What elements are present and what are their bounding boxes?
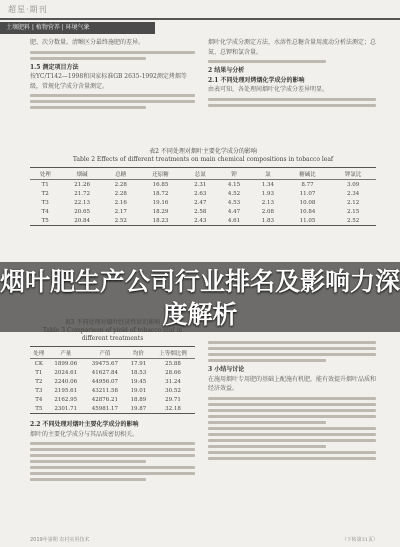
table-cell: 10.08 <box>299 199 316 206</box>
table-cell: 2.31 <box>194 181 207 188</box>
left-column <box>30 38 195 112</box>
text-line <box>208 421 326 424</box>
right-column <box>208 38 376 110</box>
table-cell: 2.28 <box>114 181 127 188</box>
text-line <box>208 359 326 362</box>
table-cell: 18.53 <box>130 369 147 376</box>
text-line <box>208 403 376 406</box>
text-line <box>208 433 376 436</box>
text-line <box>208 457 376 460</box>
text-line <box>208 439 376 442</box>
text-line <box>208 427 376 430</box>
table-cell: 4.61 <box>227 217 241 224</box>
table-cell: 4.15 <box>227 181 241 188</box>
table-header-cell: 上等烟比例 <box>159 350 187 357</box>
table-2 <box>30 148 376 226</box>
table-header-row <box>30 168 376 180</box>
right-text: 由表可知，各处理间烟叶化学成分差异明显。 <box>208 86 329 93</box>
table-cell: 2.17 <box>114 208 127 215</box>
table-cell: 17.91 <box>130 360 147 367</box>
table-header-cell: 钾氯比 <box>344 171 362 178</box>
table-cell: 11.05 <box>299 217 316 224</box>
section-heading: 1.5 测定项目方法 <box>30 63 79 71</box>
text-line <box>208 415 376 418</box>
table-cell: T2 <box>35 378 43 385</box>
table-cell: 19.87 <box>130 405 147 412</box>
table-cell: 2.43 <box>194 217 207 224</box>
table-cell: 4.47 <box>227 208 241 215</box>
table-row <box>30 207 376 216</box>
table-cell: 20.65 <box>74 208 91 215</box>
table-row <box>30 395 195 404</box>
table-header-cell: 糖碱比 <box>299 171 316 178</box>
table-cell: 41627.84 <box>91 369 119 376</box>
table-cell: 10.84 <box>299 208 316 215</box>
right-intro: 烟叶化学成分测定方法，水溶性总糖含量用流动分析法测定；总氮、总钾和氯含量。 <box>208 39 377 56</box>
header-rule <box>0 18 400 20</box>
table-header-cell: 均价 <box>132 350 144 357</box>
bottom-right-body: 在施用烟叶专用肥的基础上配施有机肥，能有效提升烟叶品质和经济效益。 <box>208 375 377 392</box>
table-cell: 1.83 <box>261 217 274 224</box>
text-line <box>30 466 195 469</box>
bottom-right-column <box>208 338 376 463</box>
table-cell: 16.85 <box>152 181 169 188</box>
table-cell: 2240.06 <box>54 378 78 385</box>
table-cell: 18.89 <box>130 396 147 403</box>
text-line <box>30 57 146 60</box>
table-cell: 2.13 <box>261 199 274 206</box>
table-cell: 2.28 <box>114 190 127 197</box>
table-cell: 29.71 <box>165 396 181 403</box>
table-cell: 2195.61 <box>54 387 78 394</box>
text-line <box>30 472 195 475</box>
table-cell: 2.52 <box>347 217 360 224</box>
text-line <box>208 451 376 454</box>
text-line <box>208 353 376 356</box>
table-cell: 18.72 <box>152 190 169 197</box>
table-row <box>30 404 195 414</box>
overlay-title: 烟叶肥生产公司行业排名及影响力深度解析 <box>0 267 400 329</box>
table-cell: 11.07 <box>299 190 316 197</box>
table-cell: 2.34 <box>347 190 360 197</box>
table-2-title: 表2 不同处理对烟叶主要化学成分的影响 <box>149 148 257 155</box>
text-line <box>208 98 376 101</box>
table-cell: 4.53 <box>227 199 241 206</box>
table-row <box>30 368 195 377</box>
table-cell: 18.23 <box>152 217 169 224</box>
text-line <box>30 460 146 463</box>
table-cell: 44956.07 <box>91 378 119 385</box>
table-cell: 19.01 <box>130 387 147 394</box>
table-header-cell: 产值 <box>99 350 111 357</box>
table-cell: T1 <box>41 181 49 188</box>
text-line <box>30 94 195 97</box>
table-cell: 2.16 <box>114 199 127 206</box>
table-header-cell: 产量 <box>60 350 72 357</box>
table-cell: 19.45 <box>130 378 147 385</box>
table-cell: 2162.95 <box>54 396 78 403</box>
table-row <box>30 359 195 369</box>
table-cell: CK <box>34 360 43 367</box>
table-cell: T5 <box>35 405 43 412</box>
table-cell: 2024.61 <box>54 369 78 376</box>
journal-header: 超星·期刊 <box>8 5 48 14</box>
text-line <box>30 478 146 481</box>
table-row <box>30 377 195 386</box>
table-cell: 42876.21 <box>91 396 119 403</box>
text-line <box>30 442 195 445</box>
text-line <box>30 51 195 54</box>
table-cell: 2.12 <box>347 199 360 206</box>
table-header-cell: 处理 <box>33 350 45 357</box>
table-cell: 39475.67 <box>91 360 119 367</box>
table-row <box>30 180 376 190</box>
subsection-heading: 2.1 不同处理对烤烟化学成分的影响 <box>208 76 305 84</box>
table-header-cell: 钾 <box>231 171 237 178</box>
text-line <box>30 100 195 103</box>
table-row <box>30 386 195 395</box>
table-cell: T3 <box>35 387 43 394</box>
table-cell: 2.52 <box>114 217 127 224</box>
table-cell: 25.88 <box>165 360 181 367</box>
table-cell: T5 <box>41 217 49 224</box>
table-cell: 1.93 <box>261 190 274 197</box>
table-header-cell: 还原糖 <box>152 171 169 178</box>
table-3-title-en: Table 3 Comparison of yield of tobacco leaf in different treatments <box>42 327 183 342</box>
table-cell: T1 <box>35 369 43 376</box>
table-cell: T3 <box>41 199 49 206</box>
table-cell: 43211.58 <box>91 387 119 394</box>
text-line <box>30 454 195 457</box>
table-cell: 20.84 <box>74 217 91 224</box>
bottom-left-body: 烟叶的主要化学成分与其品质密切相关。 <box>30 430 139 438</box>
table-cell: 32.18 <box>165 405 181 412</box>
table-cell: 21.26 <box>74 181 91 188</box>
table-cell: 19.16 <box>152 199 169 206</box>
table-cell: 2.15 <box>347 208 360 215</box>
table-row <box>30 189 376 198</box>
table-cell: 31.24 <box>165 378 181 385</box>
text-line <box>208 409 376 412</box>
text-line <box>30 448 195 451</box>
left-text: 按YC/T142—1998和国家标准GB 2635-1992测定烤烟等级，常规化学成分含量测定。 <box>30 73 187 90</box>
table-3-grid <box>30 346 195 414</box>
table-header-cell: 总氮 <box>194 171 206 178</box>
table-cell: 2.58 <box>194 208 207 215</box>
text-line <box>208 341 376 344</box>
table-cell: 18.29 <box>152 208 169 215</box>
footer-journal: 2019年第期 农村实用技术 <box>30 537 90 543</box>
table-3 <box>30 319 195 484</box>
table-cell: T4 <box>35 396 43 403</box>
table-cell: 2301.71 <box>54 405 78 412</box>
table-cell: 1899.06 <box>54 360 78 367</box>
table-cell: 21.72 <box>74 190 91 197</box>
table-header-cell: 总糖 <box>115 171 127 178</box>
table-cell: 2.08 <box>261 208 274 215</box>
bottom-left-text <box>30 420 195 481</box>
table-cell: 45981.17 <box>91 405 119 412</box>
table-cell: T4 <box>41 208 49 215</box>
text-line <box>208 347 376 350</box>
table-header-cell: 烟碱 <box>76 171 88 178</box>
text-line <box>30 106 146 109</box>
section-banner: 土壤肥料 | 植物营养 | 环境气象 <box>0 22 155 34</box>
table-2-grid <box>30 167 376 226</box>
section-heading: 2 结果与分析 <box>208 67 245 74</box>
table-row <box>30 216 376 226</box>
left-intro: 肥、次分数量。清晰区分最终施肥的差异。 <box>30 39 145 46</box>
table-row <box>30 198 376 207</box>
table-cell: 30.52 <box>165 387 181 394</box>
table-cell: 3.09 <box>347 181 360 188</box>
table-header-cell: 氯 <box>265 171 271 178</box>
table-cell: 22.13 <box>74 199 91 206</box>
table-2-title-en: Table 2 Effects of different treatments on main chemical compositions in tobacco leaf <box>72 156 334 163</box>
section-heading: 2.2 不同处理对烟叶主要化学成分的影响 <box>30 421 139 428</box>
table-cell: 2.47 <box>194 199 207 206</box>
table-cell: 1.34 <box>261 181 274 188</box>
footer-continued: （下转第31页） <box>341 537 378 543</box>
text-line <box>208 445 326 448</box>
table-cell: 8.77 <box>301 181 314 188</box>
table-header-row <box>30 347 195 359</box>
table-cell: 2.63 <box>194 190 207 197</box>
table-3-title: 表3 不同处理对烟叶经济性状的影响 <box>64 319 161 326</box>
table-cell: 28.66 <box>165 369 181 376</box>
section-heading: 3 小结与讨论 <box>208 366 245 373</box>
table-cell: 4.52 <box>227 190 241 197</box>
text-line <box>208 60 326 63</box>
table-cell: T2 <box>41 190 49 197</box>
text-line <box>208 104 376 107</box>
text-line <box>208 397 376 400</box>
table-header-cell: 处理 <box>39 171 51 178</box>
